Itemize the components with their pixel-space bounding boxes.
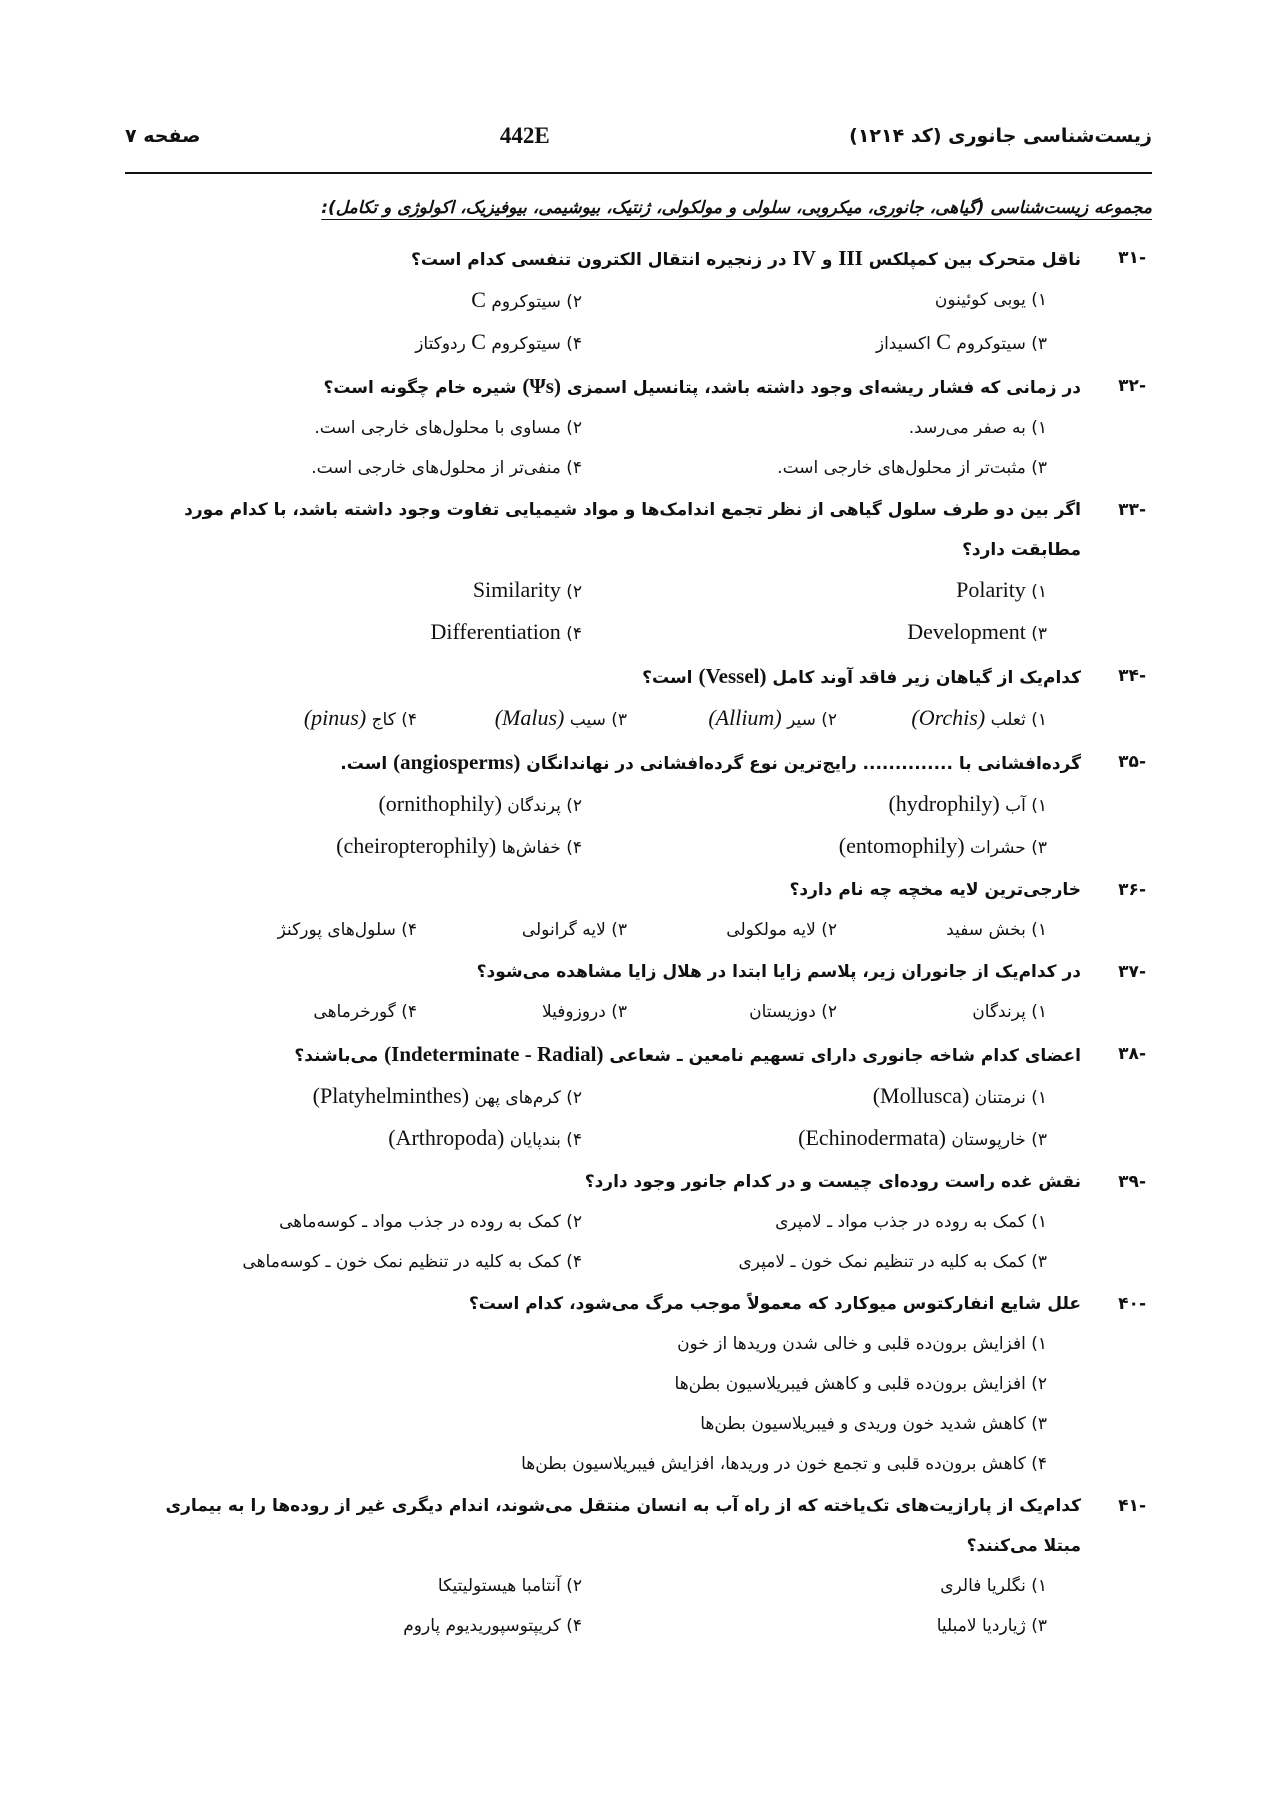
option-1[interactable]: ۱) بخش سفید xyxy=(946,920,1047,940)
option-2[interactable]: ۲) کمک به روده در جذب مواد ـ کوسه‌ماهی xyxy=(279,1212,582,1232)
question-number: -۴۱ xyxy=(1118,1496,1146,1516)
option-3[interactable]: ۳) مثبت‌تر از محلول‌های خارجی است. xyxy=(777,458,1047,478)
option-1[interactable]: ۱) به صفر می‌رسد. xyxy=(908,418,1047,438)
answer-options xyxy=(125,784,1152,868)
option-4[interactable]: ۴) گورخرماهی xyxy=(313,1002,417,1022)
question-number: -۳۹ xyxy=(1118,1172,1146,1192)
question-35 xyxy=(125,742,1152,868)
answer-options xyxy=(125,1202,1152,1282)
header-divider xyxy=(125,172,1152,174)
option-2[interactable]: ۲) Similarity xyxy=(472,577,582,602)
option-4[interactable]: ۴) بندپایان (Arthropoda) xyxy=(388,1125,582,1150)
question-text: نقش غده راست روده‌ای چیست و در کدام جانور وجود دارد؟ xyxy=(584,1172,1081,1192)
option-3[interactable]: ۳) سیب (Malus) xyxy=(494,705,627,730)
option-1[interactable]: ۱) آب (hydrophily) xyxy=(888,791,1047,816)
page-header xyxy=(125,118,1152,154)
answer-options xyxy=(125,1324,1152,1484)
option-3[interactable]: ۳) حشرات (entomophily) xyxy=(838,833,1047,858)
option-1[interactable]: ۱) یوبی کوئینون xyxy=(934,290,1047,310)
page-number: صفحه ۷ xyxy=(125,125,201,147)
question-text: ناقل متحرک بین کمپلکس III و IV در زنجیره انتقال الکترون تنفسی کدام است؟ xyxy=(410,246,1081,270)
question-text: اگر بین دو طرف سلول گیاهی از نظر تجمع اندامک‌ها و مواد شیمیایی تفاوت وجود داشته باشد، با کدام مورد مطابقت دارد؟ xyxy=(184,500,1081,560)
answer-options xyxy=(125,280,1152,364)
question-40 xyxy=(125,1284,1152,1484)
option-2[interactable]: ۲) مساوی با محلول‌های خارجی است. xyxy=(314,418,582,438)
option-3[interactable]: ۳) دروزوفیلا xyxy=(542,1002,627,1022)
answer-options xyxy=(125,910,1152,950)
question-number: -۳۶ xyxy=(1118,880,1146,900)
answer-options xyxy=(125,570,1152,654)
option-4[interactable]: ۴) کاج (pinus) xyxy=(303,705,417,730)
question-text: گرده‌افشانی با .............. رایج‌ترین نوع گرده‌افشانی در نهاندانگان (angiosperms) است. xyxy=(340,750,1081,774)
question-37 xyxy=(125,952,1152,1032)
question-text: در کدام‌یک از جانوران زیر، پلاسم زایا ابتدا در هلال زایا مشاهده می‌شود؟ xyxy=(476,962,1081,982)
option-3[interactable]: ۳) کاهش شدید خون وریدی و فیبریلاسیون بطن‌ها xyxy=(700,1414,1047,1434)
option-1[interactable]: ۱) نگلریا فالری xyxy=(940,1576,1047,1596)
option-4[interactable]: ۴) کمک به کلیه در تنظیم نمک خون ـ کوسه‌ماهی xyxy=(242,1252,582,1272)
question-text: کدام‌یک از گیاهان زیر فاقد آوند کامل (Vessel) است؟ xyxy=(642,664,1081,688)
option-4[interactable]: ۴) کریپتوسپوریدیوم پاروم xyxy=(403,1616,582,1636)
option-2[interactable]: ۲) دوزیستان xyxy=(749,1002,837,1022)
question-number: -۳۴ xyxy=(1118,666,1146,686)
question-32 xyxy=(125,366,1152,488)
option-4[interactable]: ۴) سیتوکروم C ردوکتاز xyxy=(415,329,582,354)
question-text: خارجی‌ترین لایه مخچه چه نام دارد؟ xyxy=(789,880,1081,900)
question-text: اعضای کدام شاخه جانوری دارای تسهیم نامعین ـ شعاعی (Indeterminate - Radial) می‌باشند؟ xyxy=(294,1042,1081,1066)
option-4[interactable]: ۴) سلول‌های پورکنژ xyxy=(277,920,417,940)
exam-title: زیست‌شناسی جانوری (کد ۱۲۱۴) xyxy=(849,125,1152,147)
answer-options xyxy=(125,992,1152,1032)
option-1[interactable]: ۱) پرندگان xyxy=(972,1002,1047,1022)
subject-title: مجموعه زیست‌شناسی (گیاهی، جانوری، میکروبی، سلولی و مولکولی، ژنتیک، بیوشیمی، بیوفیزیک، اکولوژی و تکامل): xyxy=(321,198,1152,218)
question-38 xyxy=(125,1034,1152,1160)
option-2[interactable]: ۲) سیر (Allium) xyxy=(708,705,837,730)
option-2[interactable]: ۲) پرندگان (ornithophily) xyxy=(378,791,582,816)
option-3[interactable]: ۳) Development xyxy=(907,619,1047,644)
option-1[interactable]: ۱) کمک به روده در جذب مواد ـ لامپری xyxy=(775,1212,1047,1232)
question-text: در زمانی که فشار ریشه‌ای وجود داشته باشد، پتانسیل اسمزی (Ψs) شیره خام چگونه است؟ xyxy=(323,374,1081,398)
option-3[interactable]: ۳) لایه گرانولی xyxy=(521,920,627,940)
question-number: -۳۳ xyxy=(1118,500,1146,520)
option-3[interactable]: ۳) سیتوکروم C اکسیداز xyxy=(875,329,1047,354)
option-3[interactable]: ۳) کمک به کلیه در تنظیم نمک خون ـ لامپری xyxy=(738,1252,1047,1272)
option-4[interactable]: ۴) Differentiation xyxy=(430,619,582,644)
answer-options xyxy=(125,1076,1152,1160)
option-1[interactable]: ۱) ثعلب (Orchis) xyxy=(911,705,1047,730)
answer-options xyxy=(125,698,1152,740)
question-31 xyxy=(125,238,1152,364)
option-2[interactable]: ۲) لایه مولکولی xyxy=(726,920,837,940)
option-2[interactable]: ۲) آنتامبا هیستولیتیکا xyxy=(437,1576,582,1596)
question-number: -۳۱ xyxy=(1118,248,1146,268)
booklet-code: 442E xyxy=(499,123,550,148)
option-2[interactable]: ۲) سیتوکروم C xyxy=(471,287,582,312)
option-1[interactable]: ۱) نرمتنان (Mollusca) xyxy=(872,1083,1047,1108)
option-2[interactable]: ۲) افزایش برون‌ده قلبی و کاهش فیبریلاسیون بطن‌ها xyxy=(674,1374,1047,1394)
option-1[interactable]: ۱) Polarity xyxy=(956,577,1047,602)
option-3[interactable]: ۳) ژیاردیا لامبلیا xyxy=(936,1616,1047,1636)
question-36 xyxy=(125,870,1152,950)
option-1[interactable]: ۱) افزایش برون‌ده قلبی و خالی شدن وریدها از خون xyxy=(677,1334,1047,1354)
question-text: علل شایع انفارکتوس میوکارد که معمولاً موجب مرگ می‌شود، کدام است؟ xyxy=(468,1294,1081,1314)
answer-options xyxy=(125,1566,1152,1646)
question-text: کدام‌یک از پارازیت‌های تک‌یاخته که از راه آب به انسان منتقل می‌شوند، اندام دیگری غیر از روده‌ها را به بیماری مبتلا می‌کنند؟ xyxy=(165,1496,1081,1556)
question-34 xyxy=(125,656,1152,740)
question-33 xyxy=(125,490,1152,654)
question-41 xyxy=(125,1486,1152,1646)
question-number: -۳۲ xyxy=(1118,376,1146,396)
option-2[interactable]: ۲) کرم‌های پهن (Platyhelminthes) xyxy=(312,1083,582,1108)
question-number: -۳۸ xyxy=(1118,1044,1146,1064)
question-number: -۳۵ xyxy=(1118,752,1146,772)
option-3[interactable]: ۳) خارپوستان (Echinodermata) xyxy=(798,1125,1047,1150)
question-number: -۴۰ xyxy=(1118,1294,1146,1314)
option-4[interactable]: ۴) منفی‌تر از محلول‌های خارجی است. xyxy=(311,458,582,478)
question-39 xyxy=(125,1162,1152,1282)
answer-options xyxy=(125,408,1152,488)
option-4[interactable]: ۴) کاهش برون‌ده قلبی و تجمع خون در وریدها، افزایش فیبریلاسیون بطن‌ها xyxy=(521,1454,1047,1474)
question-number: -۳۷ xyxy=(1118,962,1146,982)
option-4[interactable]: ۴) خفاش‌ها (cheiropterophily) xyxy=(336,833,582,858)
question-list xyxy=(125,238,1152,1646)
